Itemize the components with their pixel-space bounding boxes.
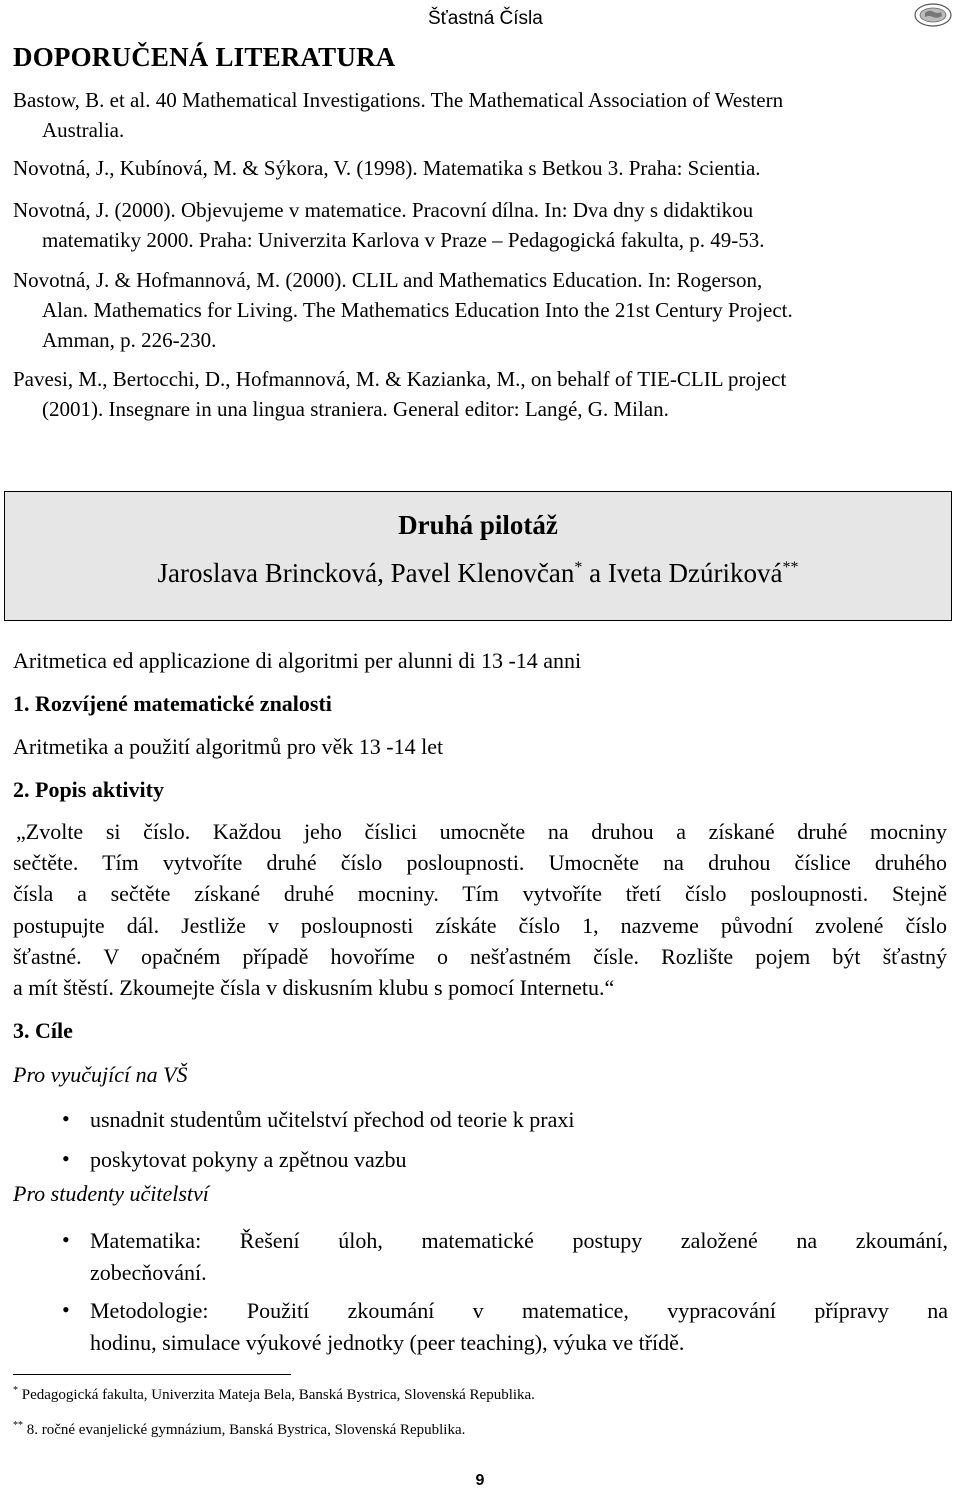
list-item [90, 1144, 948, 1176]
list-item [90, 1295, 948, 1359]
section-2-heading: 2. Popis aktivity [13, 777, 164, 802]
reference-line: matematiky 2000. Praha: Univerzita Karlova v Praze – Pedagogická fakulta, p. 49-53. [42, 228, 765, 252]
reference-line: Novotná, J. (2000). Objevujeme v matematice. Pracovní dílna. In: Dva dny s didaktikou [13, 198, 754, 222]
footnote-mark: ** [13, 1420, 23, 1431]
bullet-icon: • [62, 1297, 70, 1322]
list-item [90, 1225, 948, 1289]
section-1-text: Aritmetika a použití algoritmů pro věk 13 -14 let [13, 734, 444, 759]
list-item-text: Matematika: Řešení úloh, matematické postupy založené na zkoumání, [90, 1228, 948, 1253]
reference-item [13, 85, 953, 145]
authors-part: Jaroslava Brincková, Pavel Klenovčan [157, 558, 575, 588]
list-item-text: hodinu, simulace výukové jednotky (peer teaching), výuka ve třídě. [90, 1330, 685, 1355]
list-item-text: zobecňování. [90, 1260, 207, 1285]
reference-line: Bastow, B. et al. 40 Mathematical Investigations. The Mathematical Association of Western [13, 88, 784, 112]
footnote [13, 1385, 535, 1404]
footnote-text: Pedagogická fakulta, Univerzita Mateja Bela, Banská Bystrica, Slovenská Republika. [21, 1387, 535, 1403]
page-number: 9 [475, 1472, 485, 1489]
article-subtitle: Aritmetica ed applicazione di algoritmi per alunni di 13 -14 anni [13, 648, 582, 673]
paragraph-line: čísla a sečtěte získané druhé mocniny. Tím vytvoříte třetí číslo posloupnosti. Stejně [13, 881, 947, 907]
paragraph-line: a mít štěstí. Zkoumejte čísla v diskusním klubu s pomocí Internetu.“ [13, 975, 615, 1001]
reference-item [13, 265, 953, 355]
reference-item [13, 364, 953, 424]
footnote [13, 1420, 465, 1439]
bullet-icon: • [62, 1227, 70, 1252]
paragraph-line: „Zvolte si číslo. Každou jeho číslici umocněte na druhou a získané druhé mocniny [16, 819, 947, 844]
running-title: Šťastná Čísla [428, 8, 543, 29]
footnote-mark: ** [782, 559, 799, 576]
activity-description [13, 816, 947, 1003]
bullet-icon: • [62, 1146, 70, 1171]
article-authors [5, 558, 951, 589]
cless-european-logo-icon [913, 2, 953, 28]
reference-line: Alan. Mathematics for Living. The Mathematics Education Into the 21st Century Project. [42, 298, 793, 322]
reference-line: (2001). Insegnare in una lingua straniera. General editor: Langé, G. Milan. [42, 397, 669, 421]
group-label-teachers: Pro vyučující na VŠ [13, 1062, 188, 1087]
section-3-heading: 3. Cíle [13, 1018, 73, 1043]
paragraph-line: šťastné. V opačném případě hovoříme o nešťastném čísle. Rozlište pojem být šťastný [13, 943, 947, 969]
reference-line: Pavesi, M., Bertocchi, D., Hofmannová, M. & Kazianka, M., on behalf of TIE-CLIL project [13, 367, 787, 391]
reference-line: Novotná, J., Kubínová, M. & Sýkora, V. (1998). Matematika s Betkou 3. Praha: Scientia. [13, 156, 761, 180]
list-item-text: Metodologie: Použití zkoumání v matematice, vypracování přípravy na [90, 1298, 948, 1323]
paragraph-line: postupujte dál. Jestliže v posloupnosti získáte číslo 1, nazveme původní zvolené číslo [13, 912, 947, 938]
list-item-text: usnadnit studentům učitelství přechod od teorie k praxi [90, 1107, 575, 1132]
reference-line: Amman, p. 226-230. [42, 328, 217, 352]
reference-line: Australia. [42, 118, 125, 142]
bullet-icon: • [62, 1106, 70, 1131]
reference-item [13, 195, 953, 255]
group-label-students: Pro studenty učitelství [13, 1181, 209, 1206]
reference-item [13, 153, 953, 183]
list-item [90, 1104, 948, 1136]
footnote-divider [13, 1374, 291, 1375]
footnote-mark: * [574, 559, 583, 576]
article-title-box [4, 491, 952, 621]
footnote-mark: * [13, 1385, 18, 1396]
literature-heading: DOPORUČENÁ LITERATURA [13, 42, 396, 72]
paragraph-line: sečtěte. Tím vytvoříte druhé číslo posloupnosti. Umocněte na druhou číslice druhého [13, 850, 947, 876]
section-1-heading: 1. Rozvíjené matematické znalosti [13, 691, 332, 716]
list-item-text: poskytovat pokyny a zpětnou vazbu [90, 1147, 407, 1172]
article-title: Druhá pilotáž [398, 510, 558, 540]
footnote-text: 8. ročné evanjelické gymnázium, Banská Bystrica, Slovenská Republika. [26, 1422, 466, 1438]
reference-line: Novotná, J. & Hofmannová, M. (2000). CLIL and Mathematics Education. In: Rogerson, [13, 268, 763, 292]
authors-part: a Iveta Dzúriková [582, 558, 783, 588]
